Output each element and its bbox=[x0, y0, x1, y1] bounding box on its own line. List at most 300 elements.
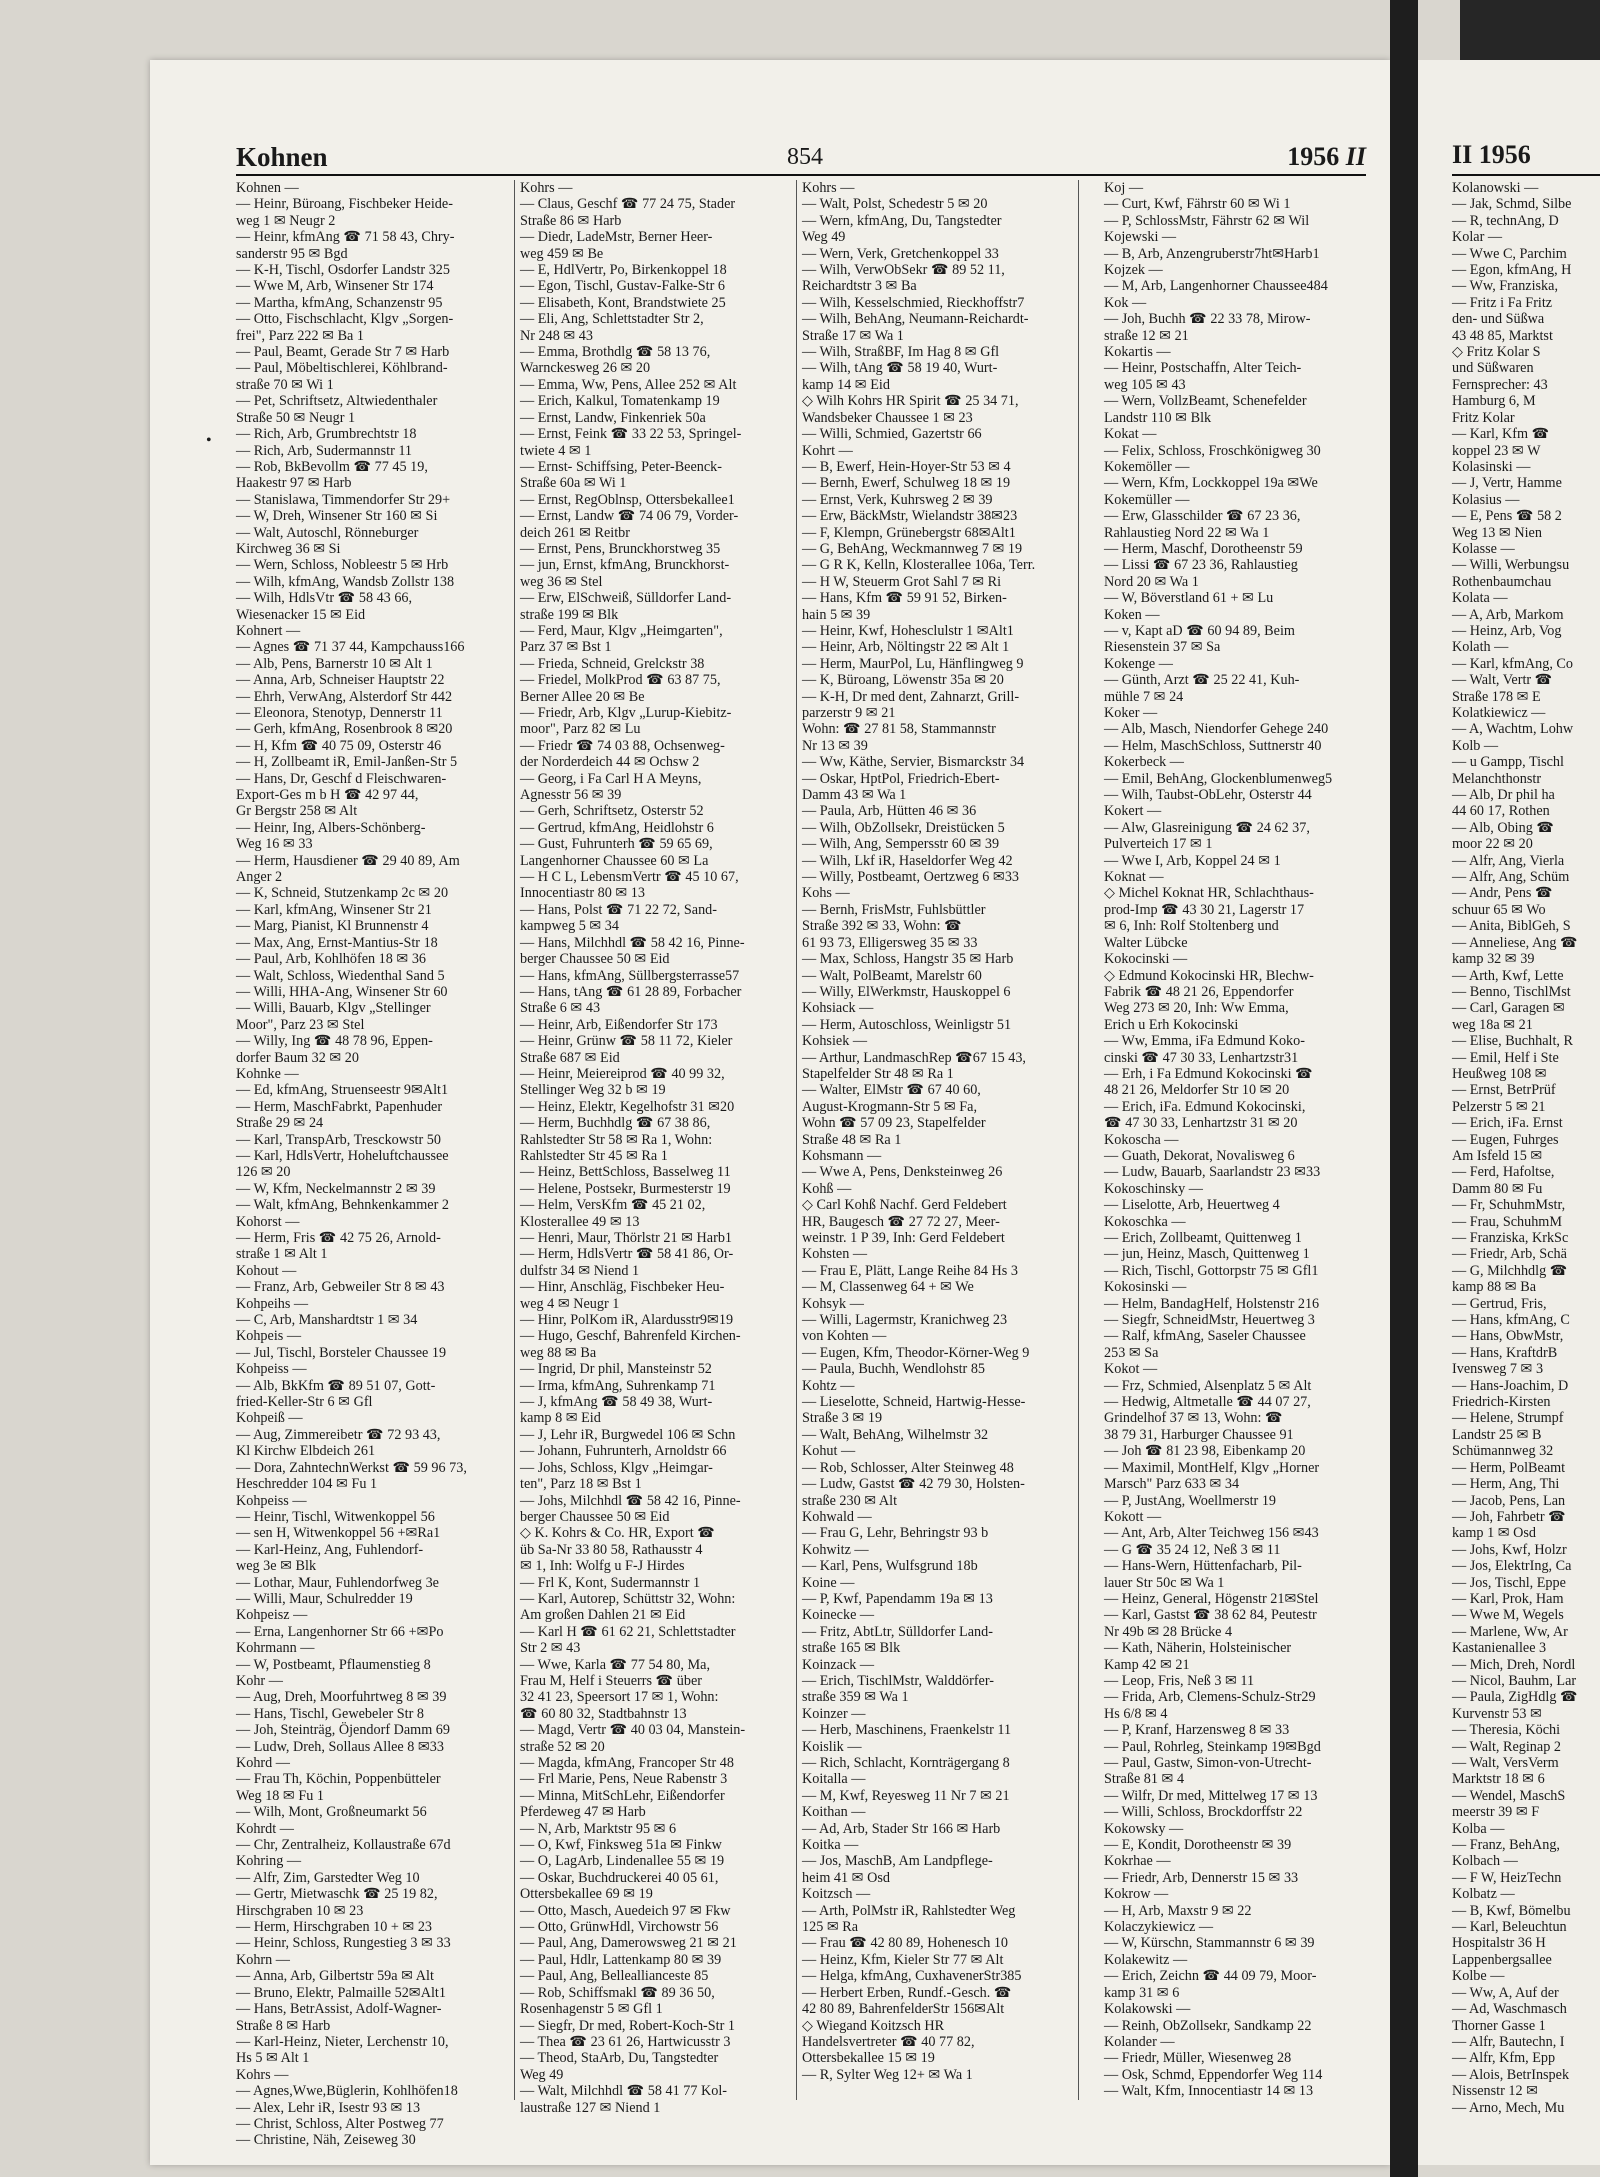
directory-entry-line: — Heinr, Arb, Eißendorfer Str 173 bbox=[520, 1016, 718, 1033]
directory-entry-line: dorfer Baum 32 ✉ 20 bbox=[236, 1049, 359, 1066]
directory-entry-line: — Hans, Dr, Geschf d Fleischwaren- bbox=[236, 770, 447, 787]
directory-entry-line: — Rich, Arb, Grumbrechtstr 18 bbox=[236, 426, 417, 443]
directory-entry-line: straße 52 ✉ 20 bbox=[520, 1738, 605, 1755]
directory-entry-line: Kokoschinsky — bbox=[1104, 1180, 1203, 1197]
directory-entry-line: — Theod, StaArb, Du, Tangstedter bbox=[520, 2050, 719, 2067]
directory-entry-line: — Wwe I, Arb, Koppel 24 ✉ 1 bbox=[1104, 852, 1281, 869]
directory-entry-line: Koithan — bbox=[802, 1804, 866, 1821]
directory-entry-line: — Claus, Geschf ☎ 77 24 75, Stader bbox=[520, 196, 736, 213]
directory-entry-line: — Egon, Tischl, Gustav-Falke-Str 6 bbox=[520, 278, 725, 295]
directory-entry-line: Kolba — bbox=[1452, 1820, 1505, 1837]
directory-entry-line: Kohut — bbox=[802, 1443, 856, 1460]
directory-entry-line: Haakestr 97 ✉ Harb bbox=[236, 475, 352, 492]
directory-entry-line: — Oskar, HptPol, Friedrich-Ebert- bbox=[802, 770, 1000, 787]
directory-entry-line: — Erw, Glasschilder ☎ 67 23 36, bbox=[1104, 508, 1301, 525]
directory-entry-line: — Emil, Helf i Ste bbox=[1452, 1049, 1559, 1066]
directory-entry-line: — Heinr, Schloss, Rungestieg 3 ✉ 33 bbox=[236, 1935, 451, 1952]
directory-entry-line: Kolakowski — bbox=[1104, 2001, 1191, 2018]
directory-entry-line: — Bernh, Ewerf, Schulweg 18 ✉ 19 bbox=[802, 475, 1011, 492]
directory-entry-line: Hospitalstr 36 H bbox=[1452, 1935, 1546, 1952]
directory-entry-line: — Wwe A, Pens, Denksteinweg 26 bbox=[802, 1164, 1003, 1181]
directory-entry-line: 43 48 85, Marktst bbox=[1452, 327, 1553, 344]
directory-entry-line: — Heinr, Meiereiprod ☎ 40 99 32, bbox=[520, 1065, 725, 1082]
directory-entry-line: — Wern, VollzBeamt, Schenefelder bbox=[1104, 393, 1307, 410]
directory-entry-line: — O, LagArb, Lindenallee 55 ✉ 19 bbox=[520, 1853, 725, 1870]
directory-entry-line: — Ernst, Pens, Brunckhorstweg 35 bbox=[520, 540, 721, 557]
directory-entry-line: — Emma, Brothdlg ☎ 58 13 76, bbox=[520, 344, 711, 361]
directory-entry-line: — Walt, Vertr ☎ bbox=[1452, 672, 1553, 689]
directory-entry-line: laustraße 127 ✉ Niend 1 bbox=[520, 2099, 661, 2116]
directory-entry-line: schuur 65 ✉ Wo bbox=[1452, 901, 1546, 918]
directory-entry-line: — H C L, LebensmVertr ☎ 45 10 67, bbox=[520, 869, 739, 886]
directory-entry-line: — Erw, ElSchweiß, Sülldorfer Land- bbox=[520, 590, 732, 607]
directory-entry-line: — E, HdlVertr, Po, Birkenkoppel 18 bbox=[520, 262, 727, 279]
directory-entry-line: — Erich, Kalkul, Tomatenkamp 19 bbox=[520, 393, 720, 410]
directory-entry-line: 38 79 31, Harburger Chaussee 91 bbox=[1104, 1426, 1294, 1443]
directory-entry-line: — Paul, Gastw, Simon-von-Utrecht- bbox=[1104, 1755, 1312, 1771]
directory-entry-line: straße 230 ✉ Alt bbox=[802, 1492, 898, 1509]
directory-entry-line: straße 12 ✉ 21 bbox=[1104, 327, 1189, 344]
directory-entry-line: kamp 88 ✉ Ba bbox=[1452, 1279, 1536, 1296]
directory-entry-line: Koker — bbox=[1104, 705, 1158, 721]
directory-entry-line: Kohrdt — bbox=[236, 1820, 294, 1837]
directory-entry-line: — Hedwig, Altmetalle ☎ 44 07 27, bbox=[1104, 1394, 1311, 1411]
directory-entry-line: weg 36 ✉ Stel bbox=[520, 573, 603, 590]
directory-entry-line: — Willi, Schmied, Gazertstr 66 bbox=[802, 426, 982, 443]
directory-entry-line: — Ferd, Hafoltse, bbox=[1452, 1164, 1555, 1181]
directory-entry-line: — Fr, SchuhmMstr, bbox=[1452, 1197, 1566, 1214]
directory-entry-line: — Hinr, Anschläg, Fischbeker Heu- bbox=[520, 1279, 725, 1296]
directory-entry-line: Fabrik ☎ 48 21 26, Eppendorfer bbox=[1104, 983, 1294, 1000]
directory-entry-line: — Paul, Rohrleg, Steinkamp 19✉Bgd bbox=[1104, 1738, 1321, 1755]
directory-entry-line: Straße 17 ✉ Wa 1 bbox=[802, 327, 904, 344]
directory-entry-line: 126 ✉ 20 bbox=[236, 1164, 291, 1181]
directory-entry-line: — Ferd, Maur, Klgv „Heimgarten", bbox=[520, 622, 723, 639]
directory-entry-line: — Liselotte, Arb, Heuertweg 4 bbox=[1104, 1197, 1280, 1214]
directory-entry-line: — Theresia, Köchi bbox=[1452, 1722, 1561, 1739]
directory-entry-line: — Hans-Joachim, D bbox=[1452, 1377, 1569, 1394]
directory-entry-line: — J, Lehr iR, Burgwedel 106 ✉ Schn bbox=[520, 1426, 736, 1443]
directory-entry-line: frei", Parz 222 ✉ Ba 1 bbox=[236, 327, 364, 344]
directory-entry-line: — Eli, Ang, Schlettstadter Str 2, bbox=[520, 311, 704, 328]
directory-entry-line: Kolasse — bbox=[1452, 540, 1515, 557]
directory-entry-line: — G ☎ 35 24 12, Neß 3 ✉ 11 bbox=[1104, 1541, 1281, 1558]
directory-entry-line: — Herm, Hirschgraben 10 + ✉ 23 bbox=[236, 1919, 433, 1936]
directory-entry-line: Kojewski — bbox=[1104, 229, 1177, 246]
directory-entry-line: — G, Milchhdlg ☎ bbox=[1452, 1262, 1568, 1279]
directory-entry-line: — jun, Heinz, Masch, Quittenweg 1 bbox=[1104, 1246, 1310, 1263]
directory-entry-line: Hs 6/8 ✉ 4 bbox=[1104, 1705, 1168, 1722]
directory-entry-line: — Alex, Lehr iR, Isestr 93 ✉ 13 bbox=[236, 2099, 421, 2116]
directory-entry-line: Stapelfelder Str 48 ✉ Ra 1 bbox=[802, 1065, 954, 1082]
page-header bbox=[236, 140, 1366, 176]
directory-entry-line: ◇ Wiegand Koitzsch HR bbox=[802, 2017, 945, 2034]
directory-entry-line: — Alb, Dr phil ha bbox=[1452, 787, 1555, 804]
directory-entry-line: — Kath, Näherin, Holsteinischer bbox=[1104, 1640, 1292, 1657]
directory-entry-line: 48 21 26, Meldorfer Str 10 ✉ 20 bbox=[1104, 1082, 1290, 1099]
directory-entry-line: Kohr — bbox=[236, 1672, 283, 1689]
directory-entry-line: — Herm, Maschf, Dorotheenstr 59 bbox=[1104, 540, 1303, 557]
year-volume: 1956 II bbox=[1287, 142, 1366, 171]
directory-entry-line: ◇ Carl Kohß Nachf. Gerd Feldebert bbox=[802, 1197, 1007, 1214]
directory-entry-line: sanderstr 95 ✉ Bgd bbox=[236, 245, 348, 262]
directory-entry-line: ◇ K. Kohrs & Co. HR, Export ☎ bbox=[520, 1525, 715, 1542]
directory-entry-line: Hs 5 ✉ Alt 1 bbox=[236, 2050, 310, 2067]
directory-entry-line: — Chr, Zentralheiz, Kollaustraße 67d bbox=[236, 1837, 451, 1854]
directory-entry-line: — N, Arb, Marktstr 95 ✉ 6 bbox=[520, 1820, 677, 1837]
directory-entry-line: — Walt, VersVerm bbox=[1452, 1755, 1559, 1771]
directory-entry-line: — Karl-Heinz, Nieter, Lerchenstr 10, bbox=[236, 2033, 449, 2050]
directory-entry-line: — Gertrud, Fris, bbox=[1452, 1295, 1547, 1312]
directory-entry-line: — Wilh, HdlsVtr ☎ 58 43 66, bbox=[236, 590, 413, 607]
directory-entry-line: — Herm, Buchhdlg ☎ 67 38 86, bbox=[520, 1115, 711, 1132]
directory-entry-line: 44 60 17, Rothen bbox=[1452, 803, 1550, 820]
directory-entry-line: Kohnert — bbox=[236, 622, 301, 639]
directory-entry-line: — Magda, kfmAng, Francoper Str 48 bbox=[520, 1755, 734, 1771]
directory-entry-line: — K, Schneid, Stutzenkamp 2c ✉ 20 bbox=[236, 885, 449, 902]
directory-entry-line: — Jacob, Pens, Lan bbox=[1452, 1492, 1566, 1509]
directory-entry-line: — Helm, BandagHelf, Holstenstr 216 bbox=[1104, 1295, 1320, 1312]
directory-entry-line: Kohsyk — bbox=[802, 1295, 864, 1312]
directory-entry-line: — Joh, Buchh ☎ 22 33 78, Mirow- bbox=[1104, 311, 1311, 328]
directory-entry-line: — Wilh, Kesselschmied, Rieckhoffstr7 bbox=[802, 294, 1025, 311]
directory-entry-line: Nord 20 ✉ Wa 1 bbox=[1104, 573, 1199, 590]
directory-entry-line: Straße 60a ✉ Wi 1 bbox=[520, 475, 627, 492]
directory-entry-line: — Guath, Dekorat, Novalisweg 6 bbox=[1104, 1147, 1295, 1164]
directory-entry-line: hain 5 ✉ 39 bbox=[802, 606, 871, 623]
directory-entry-line: — Walt, Autoschl, Rönneburger bbox=[236, 524, 419, 541]
directory-entry-line: — Martha, kfmAng, Schanzenstr 95 bbox=[236, 294, 443, 311]
directory-entry-line: Kohtz — bbox=[802, 1377, 855, 1394]
directory-entry-line: — Marg, Pianist, Kl Brunnenstr 4 bbox=[236, 918, 429, 935]
directory-entry-line: Klosterallee 49 ✉ 13 bbox=[520, 1213, 640, 1230]
directory-entry-line: — Rich, Tischl, Gottorpstr 75 ✉ Gfl1 bbox=[1104, 1262, 1319, 1279]
directory-entry-line: — M, Classenweg 64 + ✉ We bbox=[802, 1279, 974, 1296]
directory-entry-line: — Wern, Verk, Gretchenkoppel 33 bbox=[802, 245, 999, 262]
directory-entry-line: — Ernst, Feink ☎ 33 22 53, Springel- bbox=[520, 426, 742, 443]
directory-entry-line: Kokoschka — bbox=[1104, 1213, 1186, 1230]
book-gutter bbox=[1390, 0, 1418, 2177]
directory-entry-line: Kokartis — bbox=[1104, 344, 1171, 361]
directory-entry-line: Koine — bbox=[802, 1574, 855, 1591]
directory-entry-line: Kohrt — bbox=[802, 442, 853, 459]
directory-entry-line: Grindelhof 37 ✉ 13, Wohn: ☎ bbox=[1104, 1410, 1283, 1427]
directory-entry-line: — Curt, Kwf, Fährstr 60 ✉ Wi 1 bbox=[1104, 196, 1291, 213]
directory-entry-line: Kohpeihs — bbox=[236, 1295, 309, 1312]
directory-entry-line: Marsch" Parz 633 ✉ 34 bbox=[1104, 1476, 1240, 1493]
directory-entry-line: — Felix, Schloss, Froschkönigweg 30 bbox=[1104, 442, 1321, 459]
directory-entry-line: — Heinz, Arb, Vog bbox=[1452, 622, 1562, 639]
directory-entry-line: ✉ 6, Inh: Rolf Stoltenberg und bbox=[1104, 918, 1279, 935]
directory-entry-line: — Reinh, ObZollsekr, Sandkamp 22 bbox=[1104, 2017, 1312, 2034]
directory-entry-line: Damm 80 ✉ Fu bbox=[1452, 1180, 1543, 1197]
directory-entry-line: Heschredder 104 ✉ Fu 1 bbox=[236, 1476, 378, 1493]
directory-entry-line: — Wwe, Karla ☎ 77 54 80, Ma, bbox=[520, 1656, 710, 1673]
directory-entry-line: — Wern, kfmAng, Du, Tangstedter bbox=[802, 212, 1002, 229]
directory-entry-line: — Walt, Polst, Schedestr 5 ✉ 20 bbox=[802, 196, 988, 213]
directory-entry-line: Kohsmann — bbox=[802, 1147, 882, 1164]
directory-entry-line: — Franziska, KrkSc bbox=[1452, 1230, 1569, 1246]
directory-entry-line: — Wilh, tAng ☎ 58 19 40, Wurt- bbox=[802, 360, 998, 377]
directory-entry-line: — Ant, Arb, Alter Teichweg 156 ✉43 bbox=[1104, 1525, 1319, 1542]
directory-entry-line: Kohrs — bbox=[802, 180, 855, 196]
directory-entry-line: Straße 86 ✉ Harb bbox=[520, 212, 622, 229]
directory-entry-line: — Rob, Schiffsmakl ☎ 89 36 50, bbox=[520, 1984, 715, 2001]
directory-entry-line: twiete 4 ✉ 1 bbox=[520, 442, 592, 459]
directory-entry-line: — Ernst, RegOblnsp, Ottersbekallee1 bbox=[520, 491, 735, 508]
directory-entry-line: Nr 248 ✉ 43 bbox=[520, 327, 593, 344]
margin-dot: • bbox=[206, 432, 212, 449]
directory-entry-line: — Georg, i Fa Carl H A Meyns, bbox=[520, 770, 702, 787]
directory-entry-line: — Willi, Werbungsu bbox=[1452, 557, 1570, 574]
directory-entry-line: — Herm, MaurPol, Lu, Hänflingweg 9 bbox=[802, 655, 1024, 672]
directory-entry-line: — Hans, ObwMstr, bbox=[1452, 1328, 1564, 1345]
directory-entry-line: — Wwe M, Arb, Winsener Str 174 bbox=[236, 278, 434, 295]
directory-entry-line: — Karl, Kfm ☎ bbox=[1452, 426, 1550, 443]
directory-entry-line: August-Krogmann-Str 5 ✉ Fa, bbox=[802, 1098, 978, 1115]
directory-entry-line: berger Chaussee 50 ✉ Eid bbox=[520, 951, 670, 968]
directory-entry-line: — Alb, BkKfm ☎ 89 51 07, Gott- bbox=[236, 1377, 436, 1394]
directory-entry-line: — Gertrud, kfmAng, Heidlohstr 6 bbox=[520, 819, 714, 836]
directory-entry-line: Kohß — bbox=[802, 1180, 852, 1197]
directory-entry-line: — Jos, Tischl, Eppe bbox=[1452, 1574, 1566, 1591]
directory-entry-line: — Helm, VersKfm ☎ 45 21 02, bbox=[520, 1197, 706, 1214]
directory-entry-line: — Frida, Arb, Clemens-Schulz-Str29 bbox=[1104, 1689, 1316, 1706]
directory-entry-line: ✉ 1, Inh: Wolfg u F-J Hirdes bbox=[520, 1558, 685, 1575]
directory-entry-line: Fritz Kolar bbox=[1452, 409, 1515, 426]
directory-entry-line: Koinzer — bbox=[802, 1705, 866, 1722]
directory-entry-line: — Siegfr, Dr med, Robert-Koch-Str 1 bbox=[520, 2017, 735, 2034]
directory-entry-line: Landstr 110 ✉ Blk bbox=[1104, 409, 1212, 426]
directory-entry-line: Hirschgraben 10 ✉ 23 bbox=[236, 1902, 364, 1919]
directory-entry-line: — Anna, Arb, Gilbertstr 59a ✉ Alt bbox=[236, 1968, 434, 1985]
directory-entry-line: — Christ, Schloss, Alter Postweg 77 bbox=[236, 2115, 444, 2132]
directory-entry-line: — Karl, HdlsVertr, Hoheluftchaussee bbox=[236, 1147, 449, 1164]
directory-entry-line: — Karl-Heinz, Ang, Fuhlendorf- bbox=[236, 1541, 424, 1558]
directory-entry-line: — Willy, ElWerkmstr, Hauskoppel 6 bbox=[802, 983, 1011, 1000]
directory-entry-line: Kojzek — bbox=[1104, 262, 1163, 279]
directory-entry-line: — Hans, Tischl, Gewebeler Str 8 bbox=[236, 1705, 424, 1722]
page-number: 854 bbox=[787, 144, 823, 170]
directory-entry-line: 125 ✉ Ra bbox=[802, 1919, 859, 1936]
directory-entry-line: Koinzack — bbox=[802, 1656, 875, 1673]
directory-entry-line: — Walt, Milchhdl ☎ 58 41 77 Kol- bbox=[520, 2083, 727, 2100]
directory-entry-line: — Max, Ang, Ernst-Mantius-Str 18 bbox=[236, 934, 438, 951]
directory-entry-line: — Hugo, Geschf, Bahrenfeld Kirchen- bbox=[520, 1328, 741, 1345]
directory-entry-line: — Ad, Waschmasch bbox=[1452, 2001, 1567, 2018]
directory-entry-line: Straße 178 ✉ E bbox=[1452, 688, 1541, 705]
directory-entry-line: Kohwitz — bbox=[802, 1541, 869, 1558]
directory-entry-line: Erich u Erh Kokocinski bbox=[1104, 1016, 1239, 1033]
directory-entry-line: — Agnes,Wwe,Büglerin, Kohlhöfen18 bbox=[236, 2083, 458, 2100]
directory-entry-line: — Bernh, FrisMstr, Fuhlsbüttler bbox=[802, 901, 986, 918]
directory-entry-line: kamp 14 ✉ Eid bbox=[802, 376, 890, 393]
directory-entry-line: — Max, Schloss, Hangstr 35 ✉ Harb bbox=[802, 951, 1014, 968]
directory-entry-line: — Oskar, Buchdruckerei 40 05 61, bbox=[520, 1869, 719, 1886]
directory-entry-line: — Aug, Zimmereibetr ☎ 72 93 43, bbox=[236, 1426, 441, 1443]
directory-entry-line: Kokat — bbox=[1104, 426, 1157, 443]
directory-entry-line: — Pet, Schriftsetz, Altwiedenthaler bbox=[236, 393, 438, 410]
directory-entry-line: Straße 392 ✉ 33, Wohn: ☎ bbox=[802, 918, 962, 935]
directory-entry-line: — Alb, Masch, Niendorfer Gehege 240 bbox=[1104, 721, 1329, 738]
directory-entry-line: — Wendel, MaschS bbox=[1452, 1787, 1566, 1804]
directory-entry-line: Kolata — bbox=[1452, 590, 1508, 607]
directory-entry-line: — Eleonora, Stenotyp, Dennerstr 11 bbox=[236, 705, 443, 721]
directory-entry-line: — Hinr, PolKom iR, Alardusstr9✉19 bbox=[520, 1312, 734, 1329]
directory-entry-line: Marktstr 18 ✉ 6 bbox=[1452, 1771, 1545, 1788]
directory-entry-line: weg 4 ✉ Neugr 1 bbox=[520, 1295, 620, 1312]
directory-entry-line: — F, Klempn, Grünebergstr 68✉Alt1 bbox=[802, 524, 1016, 541]
directory-entry-line: — Heinr, Tischl, Witwenkoppel 56 bbox=[236, 1508, 435, 1525]
directory-entry-line: — Anita, BiblGeh, S bbox=[1452, 918, 1571, 935]
directory-entry-line: Am großen Dahlen 21 ✉ Eid bbox=[520, 1607, 686, 1624]
directory-entry-line: — Willy, Ing ☎ 48 78 96, Eppen- bbox=[236, 1033, 433, 1050]
directory-entry-line: — Bruno, Elektr, Palmaille 52✉Alt1 bbox=[236, 1984, 446, 2001]
directory-entry-line: — Hans, tAng ☎ 61 28 89, Forbacher bbox=[520, 983, 742, 1000]
directory-entry-line: Kokocinski — bbox=[1104, 951, 1188, 968]
directory-entry-line: Landstr 25 ✉ B bbox=[1452, 1426, 1542, 1443]
directory-entry-line: Kohrs — bbox=[236, 2066, 289, 2083]
directory-entry-line: — Ernst- Schiffsing, Peter-Beenck- bbox=[520, 458, 722, 475]
directory-entry-line: den- und Süßwa bbox=[1452, 311, 1545, 328]
directory-entry-line: — Erw, BäckMstr, Wielandstr 38✉23 bbox=[802, 508, 1018, 525]
directory-entry-line: — Frau E, Plätt, Lange Reihe 84 Hs 3 bbox=[802, 1262, 1018, 1279]
directory-column-3 bbox=[802, 180, 1079, 2100]
directory-entry-line: — Siegfr, SchneidMstr, Heuertweg 3 bbox=[1104, 1312, 1315, 1329]
directory-entry-line: — Karl H ☎ 61 62 21, Schlettstadter bbox=[520, 1623, 736, 1640]
directory-entry-line: Straße 6 ✉ 43 bbox=[520, 1000, 601, 1017]
directory-entry-line: Moor", Parz 23 ✉ Stel bbox=[236, 1016, 365, 1033]
directory-entry-line: — Joh, Fahrbetr ☎ bbox=[1452, 1508, 1566, 1525]
directory-entry-line: — Friedel, MolkProd ☎ 63 87 75, bbox=[520, 672, 721, 689]
facing-page-header: II 1956 bbox=[1452, 140, 1600, 176]
directory-entry-line: Kolatkiewicz — bbox=[1452, 705, 1546, 721]
directory-entry-line: — Frau ☎ 42 80 89, Hohenesch 10 bbox=[802, 1935, 1009, 1952]
directory-entry-line: Kohnke — bbox=[236, 1065, 299, 1082]
directory-entry-line: — P, SchlossMstr, Fährstr 62 ✉ Wil bbox=[1104, 212, 1310, 229]
directory-entry-line: 61 93 73, Elligersweg 35 ✉ 33 bbox=[802, 934, 978, 951]
directory-entry-line: — Walt, BehAng, Wilhelmstr 32 bbox=[802, 1426, 989, 1443]
directory-entry-line: — Erna, Langenhorner Str 66 +✉Po bbox=[236, 1623, 444, 1640]
directory-entry-line: — Walt, PolBeamt, Marelstr 60 bbox=[802, 967, 982, 984]
directory-entry-line: — J, kfmAng ☎ 58 49 38, Wurt- bbox=[520, 1394, 713, 1411]
directory-entry-line: Straße 50 ✉ Neugr 1 bbox=[236, 409, 356, 426]
directory-entry-line: — Wilfr, Dr med, Mittelweg 17 ✉ 13 bbox=[1104, 1787, 1318, 1804]
directory-entry-line: Kokert — bbox=[1104, 803, 1162, 820]
directory-entry-line: von Kohten — bbox=[802, 1328, 887, 1345]
directory-entry-line: — Ad, Arb, Stader Str 166 ✉ Harb bbox=[802, 1820, 1001, 1837]
directory-entry-line: Weg 273 ✉ 20, Inh: Ww Emma, bbox=[1104, 1000, 1289, 1017]
directory-entry-line: — Erich, iFa. Edmund Kokocinski, bbox=[1104, 1098, 1306, 1115]
directory-entry-line: — Alw, Glasreinigung ☎ 24 62 37, bbox=[1104, 819, 1310, 836]
directory-entry-line: Rahlaustieg Nord 22 ✉ Wa 1 bbox=[1104, 524, 1270, 541]
directory-entry-line: Nr 13 ✉ 39 bbox=[802, 737, 868, 754]
directory-entry-line: — Hans, kfmAng, Süllbergsterrasse57 bbox=[520, 967, 740, 984]
directory-entry-line: — Paula, ZigHdlg ☎ bbox=[1452, 1689, 1578, 1706]
directory-entry-line: kampweg 5 ✉ 34 bbox=[520, 918, 619, 935]
directory-entry-line: Kokoscha — bbox=[1104, 1131, 1179, 1148]
directory-entry-line: Straße 3 ✉ 19 bbox=[802, 1410, 883, 1427]
directory-entry-line: Wandsbeker Chaussee 1 ✉ 23 bbox=[802, 409, 973, 426]
directory-entry-line: — Fritz i Fa Fritz bbox=[1452, 294, 1553, 311]
directory-entry-line: straße 1 ✉ Alt 1 bbox=[236, 1246, 328, 1263]
directory-entry-line: kamp 31 ✉ 6 bbox=[1104, 1984, 1180, 2001]
directory-entry-line: heim 41 ✉ Osd bbox=[802, 1869, 890, 1886]
directory-entry-line: — Frl Marie, Pens, Neue Rabenstr 3 bbox=[520, 1771, 728, 1788]
directory-entry-line: straße 199 ✉ Blk bbox=[520, 606, 619, 623]
directory-entry-line: — Heinr, Postschaffn, Alter Teich- bbox=[1104, 360, 1302, 377]
directory-entry-line: weg 1 ✉ Neugr 2 bbox=[236, 212, 336, 229]
directory-entry-line: — K-H, Dr med dent, Zahnarzt, Grill- bbox=[802, 688, 1020, 705]
directory-entry-line: Kolasius — bbox=[1452, 491, 1520, 508]
directory-entry-line: Ottersbekallee 69 ✉ 19 bbox=[520, 1886, 653, 1903]
directory-entry-line: — Nicol, Bauhm, Lar bbox=[1452, 1672, 1577, 1689]
directory-entry-line: Damm 43 ✉ Wa 1 bbox=[802, 787, 907, 804]
directory-entry-line: — Willi, Lagermstr, Kranichweg 23 bbox=[802, 1312, 1008, 1329]
directory-entry-line: Anger 2 bbox=[236, 869, 283, 886]
directory-entry-line: — Emil, BehAng, Glockenblumenweg5 bbox=[1104, 770, 1333, 787]
directory-entry-line: — Helm, MaschSchloss, Suttnerstr 40 bbox=[1104, 737, 1322, 754]
directory-entry-line: — Jos, MaschB, Am Landpflege- bbox=[802, 1853, 993, 1870]
directory-entry-line: — Emma, Ww, Pens, Allee 252 ✉ Alt bbox=[520, 376, 737, 393]
directory-entry-line: — Marlene, Ww, Ar bbox=[1452, 1623, 1568, 1640]
directory-entry-line: Kokerbeck — bbox=[1104, 754, 1184, 771]
directory-entry-line: — A, Arb, Markom bbox=[1452, 606, 1564, 623]
directory-entry-line: Kohrmann — bbox=[236, 1640, 315, 1657]
directory-entry-line: — Friedr, Müller, Wiesenweg 28 bbox=[1104, 2050, 1292, 2067]
directory-entry-line: Kohpeiss — bbox=[236, 1361, 307, 1378]
directory-entry-line: Pferdeweg 47 ✉ Harb bbox=[520, 1804, 646, 1821]
directory-entry-line: Koinecke — bbox=[802, 1607, 875, 1624]
directory-entry-line: — Herm, HdlsVertr ☎ 58 41 86, Or- bbox=[520, 1246, 734, 1263]
directory-entry-line: Kohsten — bbox=[802, 1246, 868, 1263]
directory-entry-line: — Otto, Masch, Auedeich 97 ✉ Fkw bbox=[520, 1902, 731, 1919]
directory-entry-line: — Herm, MaschFabrkt, Papenhuder bbox=[236, 1098, 443, 1115]
directory-entry-line: — Carl, Garagen ✉ bbox=[1452, 1000, 1565, 1017]
directory-entry-line: — J, Vertr, Hamme bbox=[1452, 475, 1562, 492]
directory-entry-line: prod-Imp ☎ 43 30 21, Lagerstr 17 bbox=[1104, 901, 1305, 918]
directory-entry-line: — Alois, BetrInspek bbox=[1452, 2066, 1570, 2083]
directory-entry-line: — Joh, Steinträg, Öjendorf Damm 69 bbox=[236, 1722, 450, 1739]
directory-entry-line: Rosenhagenstr 5 ✉ Gfl 1 bbox=[520, 2001, 663, 2018]
directory-entry-line: Kokowsky — bbox=[1104, 1820, 1184, 1837]
directory-entry-line: — Paul, Beamt, Gerade Str 7 ✉ Harb bbox=[236, 344, 450, 361]
directory-entry-line: — Wwe M, Wegels bbox=[1452, 1607, 1564, 1624]
directory-entry-line: — Jos, ElektrIng, Ca bbox=[1452, 1558, 1572, 1575]
directory-entry-line: — Stanislawa, Timmendorfer Str 29+ bbox=[236, 491, 451, 508]
directory-entry-line: ☎ 47 30 33, Lenhartzstr 31 ✉ 20 bbox=[1104, 1115, 1298, 1132]
directory-entry-line: — v, Kapt aD ☎ 60 94 89, Beim bbox=[1104, 622, 1295, 639]
directory-entry-line: üb Sa-Nr 33 80 58, Rathausstr 4 bbox=[520, 1541, 703, 1558]
directory-entry-line: — Ludw, Gastst ☎ 42 79 30, Holsten- bbox=[802, 1476, 1025, 1493]
directory-entry-line: kamp 32 ✉ 39 bbox=[1452, 951, 1535, 968]
directory-entry-line: Walter Lübcke bbox=[1104, 934, 1188, 951]
directory-entry-line: — Heinz, BettSchloss, Basselweg 11 bbox=[520, 1164, 731, 1181]
directory-entry-line: — Karl, Autorep, Schüttstr 32, Wohn: bbox=[520, 1590, 736, 1607]
directory-entry-line: Kokrow — bbox=[1104, 1886, 1169, 1903]
directory-entry-line: Koken — bbox=[1104, 606, 1160, 623]
directory-entry-line: mühle 7 ✉ 24 bbox=[1104, 688, 1184, 705]
directory-entry-line: — Andr, Pens ☎ bbox=[1452, 885, 1553, 902]
directory-entry-line: — Heinz, Kfm, Kieler Str 77 ✉ Alt bbox=[802, 1951, 1004, 1968]
directory-entry-line: — Wern, Kfm, Lockkoppel 19a ✉We bbox=[1104, 475, 1318, 492]
directory-entry-line: — Wilh, StraßBF, Im Hag 8 ✉ Gfl bbox=[802, 344, 1000, 361]
directory-entry-line: — Alfr, Zim, Garstedter Weg 10 bbox=[236, 1869, 420, 1886]
directory-entry-line: — Diedr, LadeMstr, Berner Heer- bbox=[520, 229, 713, 246]
directory-entry-line: Ottersbekallee 15 ✉ 19 bbox=[802, 2050, 935, 2067]
directory-entry-line: Kokot — bbox=[1104, 1361, 1158, 1378]
directory-entry-line: 253 ✉ Sa bbox=[1104, 1344, 1159, 1361]
